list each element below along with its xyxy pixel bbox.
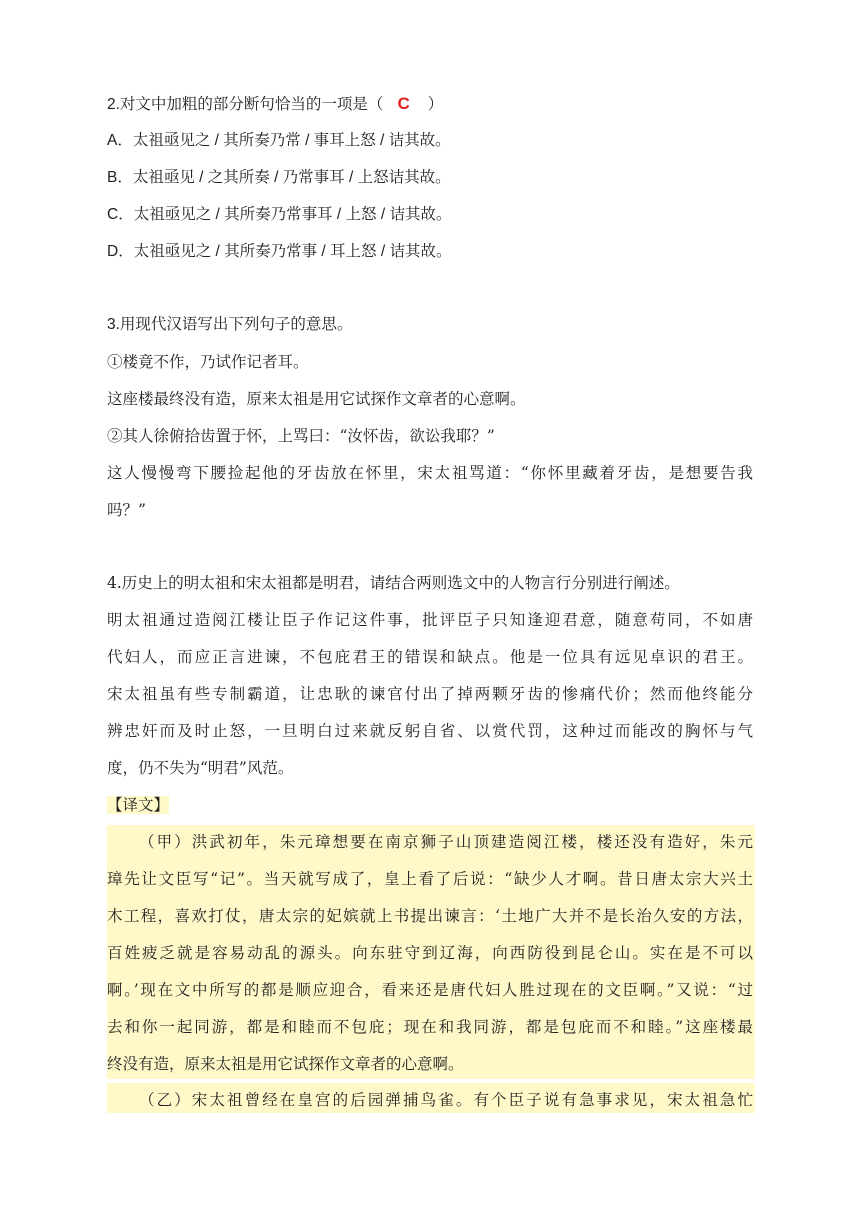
translation-jia-line-4: 百姓疲乏就是容易动乱的源头。向东驻守到辽海，向西防役到昆仑山。实在是不可以 — [107, 944, 753, 962]
q2-stem-post: ） — [427, 96, 444, 113]
translation-heading: 【译文】 — [107, 796, 170, 814]
translation-jia-line-5: 啊。’现在文中所写的都是顺应迎合，看来还是唐代妇人胜过现在的文臣啊。”又说：“过 — [107, 981, 753, 999]
q2-stem — [107, 94, 443, 115]
q3-sentence-1: ①楼竟不作，乃试作记者耳。 — [107, 353, 309, 371]
q2-option-a: A．太祖亟见之 / 其所奏乃常 / 事耳上怒 / 诘其故。 — [107, 132, 451, 149]
q3-answer-1: 这座楼最终没有造，原来太祖是用它试探作文章者的心意啊。 — [107, 390, 526, 408]
translation-jia-line-6: 去和你一起同游，都是和睦而不包庇；现在和我同游，都是包庇而不和睦。”这座楼最 — [107, 1018, 753, 1036]
q4-answer-line-1: 明太祖通过造阅江楼让臣子作记这件事，批评臣子只知逢迎君意，随意苟同，不如唐 — [107, 611, 753, 629]
q4-answer-line-4: 辨忠奸而及时止怒，一旦明白过来就反躬自省、以赏代罚，这种过而能改的胸怀与气 — [107, 722, 753, 740]
translation-jia-line-7: 终没有造，原来太祖是用它试探作文章者的心意啊。 — [107, 1055, 464, 1073]
q4-answer-line-5: 度，仍不失为“明君”风范。 — [107, 759, 294, 777]
q2-option-c: C．太祖亟见之 / 其所奏乃常事耳 / 上怒 / 诘其故。 — [107, 206, 452, 223]
q2-option-d: D．太祖亟见之 / 其所奏乃常事 / 耳上怒 / 诘其故。 — [107, 243, 452, 260]
q4-answer-line-2: 代妇人，而应正言进谏，不包庇君王的错误和缺点。他是一位具有远见卓识的君王。 — [107, 648, 753, 666]
q4-stem: 4.历史上的明太祖和宋太祖都是明君，请结合两则选文中的人物言行分别进行阐述。 — [107, 574, 680, 592]
q3-sentence-2: ②其人徐俯拾齿置于怀，上骂曰：“汝怀齿，欲讼我耶？” — [107, 427, 495, 445]
q3-answer-2-line-2: 吗？” — [107, 501, 146, 519]
translation-jia-line-2: 璋先让文臣写“记”。当天就写成了，皇上看了后说：“缺少人才啊。昔日唐太宗大兴土 — [107, 870, 753, 888]
q2-option-b: B．太祖亟见 / 之其所奏 / 乃常事耳 / 上怒诘其故。 — [107, 169, 451, 186]
q2-stem-pre: 2.对文中加粗的部分断句恰当的一项是（ — [107, 96, 384, 113]
q3-answer-2-line-1: 这人慢慢弯下腰捡起他的牙齿放在怀里，宋太祖骂道：“你怀里藏着牙齿，是想要告我 — [107, 464, 753, 482]
translation-jia-line-3: 木工程，喜欢打仗，唐太宗的妃嫔就上书提出谏言：‘土地广大并不是长治久安的方法， — [107, 907, 753, 925]
translation-jia-line-1: （甲）洪武初年，朱元璋想要在南京狮子山顶建造阅江楼，楼还没有造好，朱元 — [139, 833, 753, 851]
q4-answer-line-3: 宋太祖虽有些专制霸道，让忠耿的谏官付出了掉两颗牙齿的惨痛代价；然而他终能分 — [107, 685, 753, 703]
q2-answer: C — [397, 94, 410, 113]
q3-stem: 3.用现代汉语写出下列句子的意思。 — [107, 316, 353, 333]
translation-yi-line-1: （乙）宋太祖曾经在皇宫的后园弹捕鸟雀。有个臣子说有急事求见，宋太祖急忙 — [139, 1091, 753, 1109]
